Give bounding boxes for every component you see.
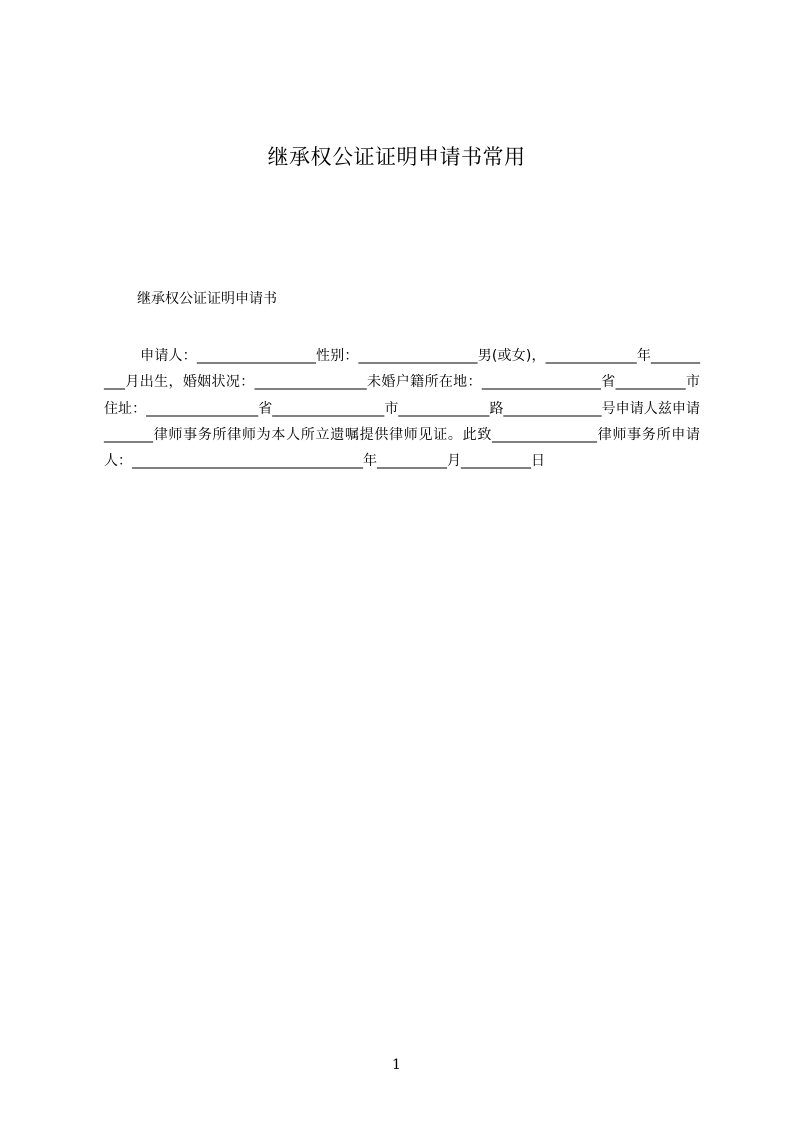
document-subtitle: 继承权公证证明申请书: [137, 291, 277, 307]
application-body-text: 申请人：_________________性别：_________________男(或女)，_____________年__________月出生，婚姻状况：________________未婚户籍所在地：_________________省__________市住址：________________省________________市_____________路______________号申请人兹申请_______律师事务所律师为本人所立遗嘱提供律师见证。此致_______________律师事务所申请人：_________________________________年__________月__________日: [104, 348, 700, 470]
page-number: 1: [392, 1057, 401, 1073]
application-body-paragraph: [104, 343, 700, 474]
document-title: 继承权公证证明申请书常用: [267, 145, 526, 169]
